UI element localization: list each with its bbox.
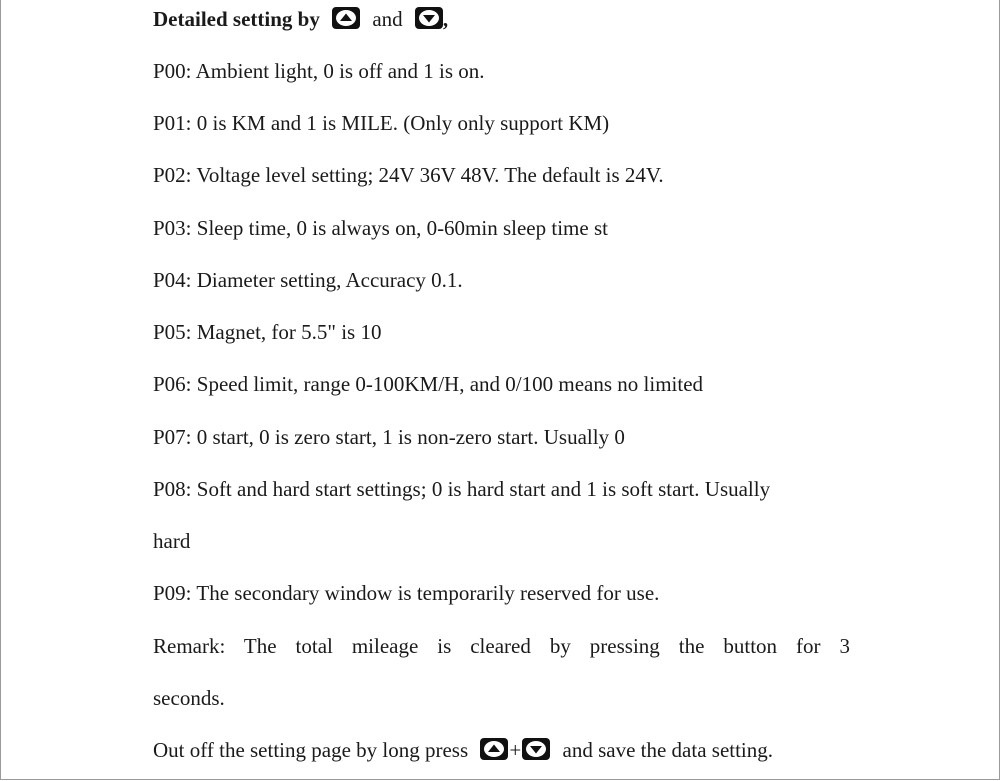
- remark-line: Remark: The total mileage is cleared by pressing the button for 3: [153, 634, 850, 658]
- param-line-p00: P00: Ambient light, 0 is off and 1 is on.: [153, 59, 485, 83]
- param-line-p09: P09: The secondary window is temporarily reserved for use.: [153, 581, 660, 605]
- exit-line: [153, 737, 773, 763]
- heading-and: and: [372, 7, 403, 31]
- down-button-icon: [522, 738, 550, 760]
- down-button-icon: [415, 7, 443, 29]
- up-button-icon: [332, 7, 360, 29]
- remark-line-cont: seconds.: [153, 686, 225, 710]
- param-line-p08: P08: Soft and hard start settings; 0 is hard start and 1 is soft start. Usually: [153, 477, 771, 501]
- param-line-p01: P01: 0 is KM and 1 is MILE. (Only only support KM): [153, 111, 610, 135]
- exit-text-after: and save the data setting.: [562, 738, 774, 762]
- param-line-p07: P07: 0 start, 0 is zero start, 1 is non-zero start. Usually 0: [153, 425, 625, 449]
- heading-text: Detailed setting by: [153, 7, 320, 31]
- heading-line: [153, 6, 448, 32]
- exit-text-before: Out off the setting page by long press: [153, 738, 469, 762]
- param-line-p03: P03: Sleep time, 0 is always on, 0-60min sleep time st: [153, 216, 608, 240]
- param-line-p08-cont: hard: [153, 529, 191, 553]
- param-line-p05: P05: Magnet, for 5.5" is 10: [153, 320, 382, 344]
- exit-plus: +: [509, 738, 522, 762]
- param-line-p06: P06: Speed limit, range 0-100KM/H, and 0/100 means no limited: [153, 372, 704, 396]
- up-button-icon: [480, 738, 508, 760]
- param-line-p04: P04: Diameter setting, Accuracy 0.1.: [153, 268, 463, 292]
- param-line-p02: P02: Voltage level setting; 24V 36V 48V. The default is 24V.: [153, 163, 664, 187]
- heading-comma: ,: [442, 7, 449, 31]
